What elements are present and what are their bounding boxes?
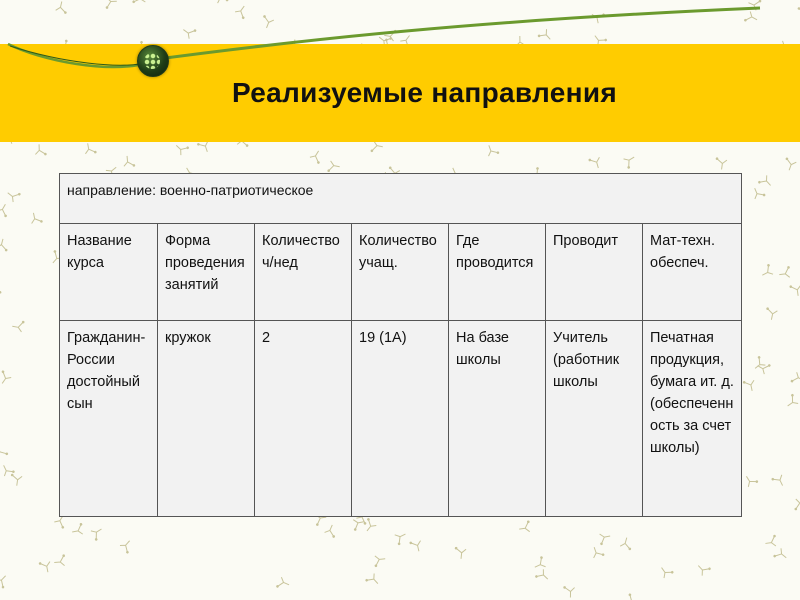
pattern-glyph [370, 141, 383, 154]
course-table [59, 173, 742, 517]
header-cell: Проводит [546, 224, 643, 321]
table-cell: кружок [158, 321, 255, 517]
header-cell: Название курса [60, 224, 158, 321]
pattern-glyph [0, 370, 12, 386]
globe-icon [137, 45, 169, 77]
header-cell: Форма проведения занятий [158, 224, 255, 321]
pattern-glyph [756, 359, 771, 374]
pattern-glyph [71, 523, 84, 536]
pattern-glyph [35, 144, 47, 156]
pattern-glyph [394, 530, 409, 545]
pattern-glyph [0, 282, 2, 296]
pattern-glyph [590, 545, 604, 559]
page-title: Реализуемые направления [232, 77, 617, 108]
pattern-glyph [54, 554, 66, 566]
table-cell: 2 [255, 321, 352, 517]
pattern-glyph [620, 537, 634, 551]
pattern-glyph [324, 523, 339, 538]
pattern-glyph [454, 547, 466, 559]
pattern-glyph [485, 143, 499, 157]
pattern-glyph [783, 393, 799, 409]
pattern-glyph [174, 140, 190, 156]
pattern-glyph [12, 319, 25, 332]
pattern-glyph [409, 539, 423, 553]
table-cell: Гражданин-России достойный сын [60, 321, 158, 517]
pattern-glyph [695, 561, 711, 577]
pattern-glyph [30, 211, 43, 224]
pattern-glyph [588, 156, 602, 170]
header-row [60, 224, 742, 321]
pattern-glyph [743, 472, 759, 488]
table-cell: Учитель (работник школы [546, 321, 643, 517]
pattern-glyph [658, 563, 674, 579]
pattern-glyph [119, 538, 135, 554]
pattern-glyph [789, 284, 800, 297]
pattern-glyph [276, 577, 291, 592]
direction-cell: направление: военно-патриотическое [60, 174, 742, 224]
pattern-glyph [0, 573, 11, 589]
pattern-glyph [751, 356, 767, 372]
pattern-glyph [782, 157, 796, 171]
pattern-glyph [309, 149, 325, 165]
pattern-glyph [622, 154, 638, 170]
header-cell: Количество учащ. [352, 224, 449, 321]
pattern-glyph [123, 155, 135, 167]
pattern-glyph [598, 532, 611, 545]
pattern-glyph [84, 142, 97, 155]
table-row [60, 321, 742, 517]
pattern-glyph [764, 535, 777, 548]
header-cell: Количество ч/нед [255, 224, 352, 321]
pattern-glyph [743, 379, 756, 392]
pattern-glyph [751, 185, 766, 200]
pattern-glyph [773, 548, 789, 564]
pattern-glyph [327, 161, 340, 174]
table-cell: Печатная продукция, бумага ит. д.(обеспеченность за счет школы) [643, 321, 742, 517]
pattern-glyph [90, 526, 106, 542]
pattern-glyph [374, 555, 386, 567]
pattern-glyph [563, 586, 574, 597]
pattern-glyph [795, 499, 800, 510]
pattern-glyph [0, 444, 8, 458]
pattern-glyph [10, 474, 23, 487]
pattern-glyph [365, 573, 381, 589]
pattern-glyph [0, 238, 10, 252]
pattern-glyph [778, 266, 791, 279]
pattern-glyph [771, 474, 786, 489]
table-cell: 19 (1А) [352, 321, 449, 517]
pattern-glyph [764, 307, 777, 320]
pattern-glyph [622, 593, 638, 600]
header-cell: Мат-техн. обеспеч. [643, 224, 742, 321]
pattern-glyph [39, 560, 52, 573]
pattern-glyph [532, 556, 547, 571]
pattern-glyph [759, 264, 774, 279]
pattern-glyph [5, 187, 21, 203]
pattern-glyph [518, 520, 531, 533]
table-cell: На базе школы [449, 321, 546, 517]
header-cell: Где проводится [449, 224, 546, 321]
pattern-glyph [535, 568, 551, 584]
direction-row [60, 174, 742, 224]
pattern-glyph [790, 372, 800, 387]
pattern-glyph [0, 202, 12, 217]
pattern-glyph [758, 174, 774, 190]
pattern-glyph [714, 157, 727, 170]
